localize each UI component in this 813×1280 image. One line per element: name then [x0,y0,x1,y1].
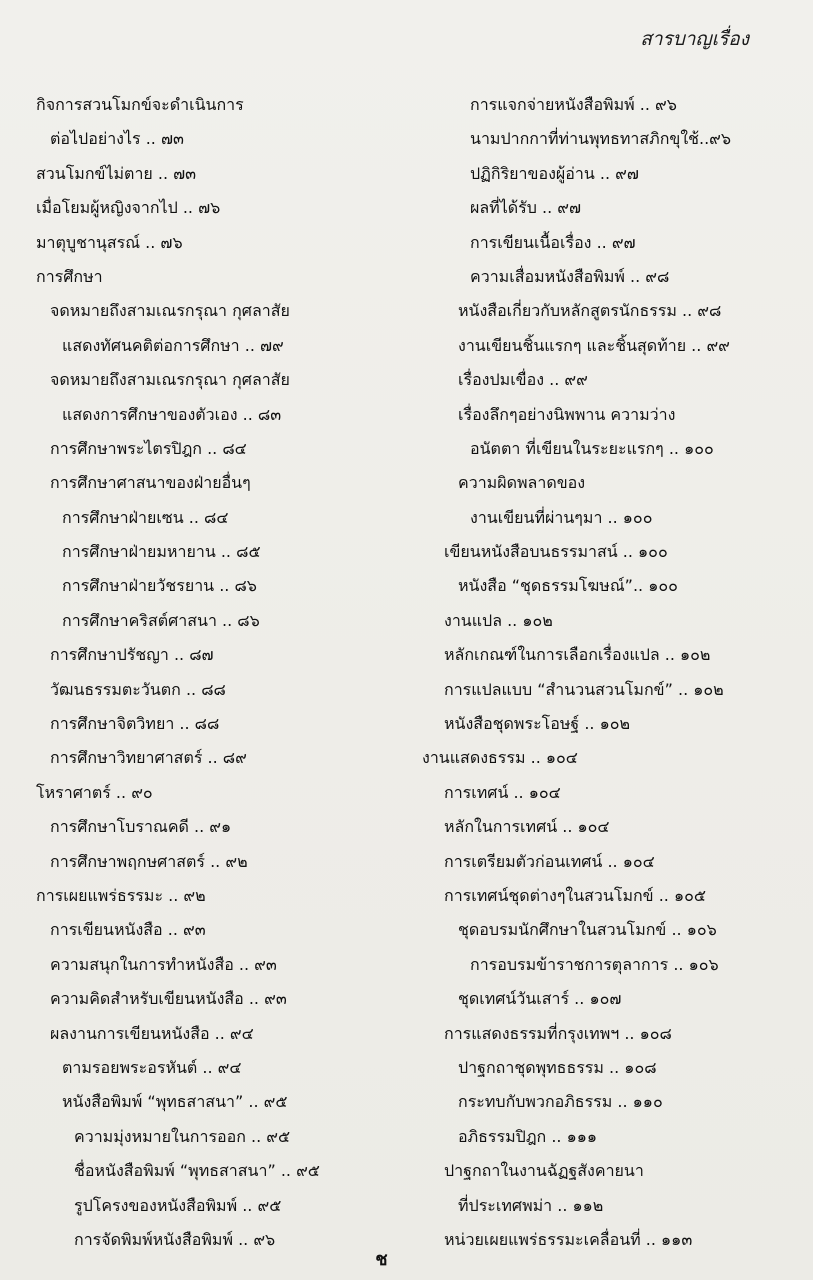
toc-entry: อนัตตา ที่เขียนในระยะแรกๆ .. ๑๐๐ [470,438,714,458]
toc-entry: การศึกษาฝ่ายวัชรยาน .. ๘๖ [62,576,257,596]
toc-entry: ผลที่ได้รับ .. ๙๗ [470,198,582,218]
toc-entry: การศึกษาจิตวิทยา .. ๘๘ [50,714,220,734]
toc-entry: ความคิดสำหรับเขียนหนังสือ .. ๙๓ [50,989,287,1009]
toc-right-column [422,88,794,1257]
toc-entry: หนังสือ “ชุดธรรมโฆษณ์”.. ๑๐๐ [458,576,678,596]
running-head: สารบาญเรื่อง [640,28,749,50]
toc-entry: ปาฐกถาในงานฉัฏฐสังคายนา [444,1161,644,1181]
toc-entry: ชุดเทศน์วันเสาร์ .. ๑๐๗ [458,989,622,1009]
toc-entry: การเตรียมตัวก่อนเทศน์ .. ๑๐๔ [444,851,655,871]
toc-entry: ปาฐกถาชุดพุทธธรรม .. ๑๐๘ [458,1057,657,1077]
toc-entry: ต่อไปอย่างไร .. ๗๓ [50,129,184,149]
toc-entry: แสดงการศึกษาของตัวเอง .. ๘๓ [62,404,282,424]
toc-entry: ผลงานการเขียนหนังสือ .. ๙๔ [50,1023,254,1043]
toc-entry: การศึกษาฝ่ายเซน .. ๘๔ [62,507,229,527]
toc-entry: เรื่องลึกๆอย่างนิพพาน ความว่าง [458,404,676,424]
toc-entry: หลักเกณฑ์ในการเลือกเรื่องแปล .. ๑๐๒ [444,645,711,665]
toc-left-column [36,88,406,1257]
toc-entry: สวนโมกข์ไม่ตาย .. ๗๓ [36,163,197,183]
toc-entry: การศึกษาปรัชญา .. ๘๗ [50,645,214,665]
toc-entry: การศึกษาศาสนาของฝ่ายอื่นๆ [50,473,251,493]
toc-entry: การเขียนเนื้อเรื่อง .. ๙๗ [470,232,636,252]
toc-entry: จดหมายถึงสามเณรกรุณา กุศลาสัย [50,301,290,321]
toc-entry: งานเขียนที่ผ่านๆมา .. ๑๐๐ [470,507,653,527]
toc-entry: การศึกษาพฤกษศาสตร์ .. ๙๒ [50,851,248,871]
toc-entry: การศึกษาคริสต์ศาสนา .. ๘๖ [62,610,260,630]
toc-entry: กระทบกับพวกอภิธรรม .. ๑๑๐ [458,1092,663,1112]
toc-entry: การแปลแบบ “สำนวนสวนโมกข์” .. ๑๐๒ [444,679,724,699]
toc-entry: ปฏิกิริยาของผู้อ่าน .. ๙๗ [470,163,639,183]
toc-entry: หน่วยเผยแพร่ธรรมะเคลื่อนที่ .. ๑๑๓ [444,1229,693,1249]
toc-entry: วัฒนธรรมตะวันตก .. ๘๘ [50,679,226,699]
toc-entry: ความผิดพลาดของ [458,473,586,493]
toc-entry: เขียนหนังสือบนธรรมาสน์ .. ๑๐๐ [444,542,668,562]
toc-entry: หนังสือเกี่ยวกับหลักสูตรนักธรรม .. ๙๘ [458,301,722,321]
toc-entry: การศึกษาพระไตรปิฎก .. ๘๔ [50,438,247,458]
toc-entry: การแสดงธรรมที่กรุงเทพฯ .. ๑๐๘ [444,1023,672,1043]
toc-entry: จดหมายถึงสามเณรกรุณา กุศลาสัย [50,370,290,390]
toc-entry: การอบรมข้าราชการตุลาการ .. ๑๐๖ [470,954,719,974]
toc-entry: ชุดอบรมนักศึกษาในสวนโมกข์ .. ๑๐๖ [458,920,717,940]
page-number: ช [375,1249,388,1270]
toc-entry: การเขียนหนังสือ .. ๙๓ [50,920,206,940]
toc-entry: ชื่อหนังสือพิมพ์ “พุทธสาสนา” .. ๙๕ [74,1161,320,1181]
toc-entry: การศึกษา [36,266,103,286]
toc-entry: รูปโครงของหนังสือพิมพ์ .. ๙๕ [74,1195,282,1215]
toc-entry: การศึกษาโบราณคดี .. ๙๑ [50,817,232,837]
toc-entry: นามปากกาที่ท่านพุทธทาสภิกขุใช้..๙๖ [470,129,732,149]
toc-entry: เมื่อโยมผู้หญิงจากไป .. ๗๖ [36,198,221,218]
toc-entry: อภิธรรมปิฎก .. ๑๑๑ [458,1126,598,1146]
toc-entry: การศึกษาฝ่ายมหายาน .. ๘๕ [62,542,261,562]
toc-entry: ความสนุกในการทำหนังสือ .. ๙๓ [50,954,277,974]
toc-entry: การศึกษาวิทยาศาสตร์ .. ๘๙ [50,748,247,768]
toc-entry: การเทศน์ชุดต่างๆในสวนโมกข์ .. ๑๐๕ [444,885,706,905]
toc-entry: การแจกจ่ายหนังสือพิมพ์ .. ๙๖ [470,95,677,114]
toc-entry: แสดงทัศนคติต่อการศึกษา .. ๗๙ [62,335,284,355]
toc-entry: ที่ประเทศพม่า .. ๑๑๒ [458,1195,604,1215]
toc-entry: หนังสือชุดพระโอษฐ์ .. ๑๐๒ [444,714,631,734]
toc-entry: หลักในการเทศน์ .. ๑๐๔ [444,817,610,837]
toc-entry: ความเสื่อมหนังสือพิมพ์ .. ๙๘ [470,266,670,286]
toc-entry: การเทศน์ .. ๑๐๔ [444,782,561,802]
toc-entry: ตามรอยพระอรหันต์ .. ๙๔ [62,1057,242,1077]
toc-entry: การจัดพิมพ์หนังสือพิมพ์ .. ๙๖ [74,1229,276,1249]
toc-entry: งานเขียนชิ้นแรกๆ และชิ้นสุดท้าย .. ๙๙ [458,335,730,355]
toc-entry: ความมุ่งหมายในการออก .. ๙๕ [74,1126,291,1146]
toc-entry: เรื่องปมเขื่อง .. ๙๙ [458,370,588,390]
toc-entry: การเผยแพร่ธรรมะ .. ๙๒ [36,885,206,905]
toc-entry: มาตุบูชานุสรณ์ .. ๗๖ [36,232,183,252]
toc-entry: หนังสือพิมพ์ “พุทธสาสนา” .. ๙๕ [62,1092,288,1112]
toc-entry: งานแสดงธรรม .. ๑๐๔ [422,748,578,768]
toc-entry: กิจการสวนโมกข์จะดำเนินการ [36,95,244,114]
toc-entry: งานแปล .. ๑๐๒ [444,610,553,630]
toc-entry: โหราศาตร์ .. ๙๐ [36,782,153,802]
